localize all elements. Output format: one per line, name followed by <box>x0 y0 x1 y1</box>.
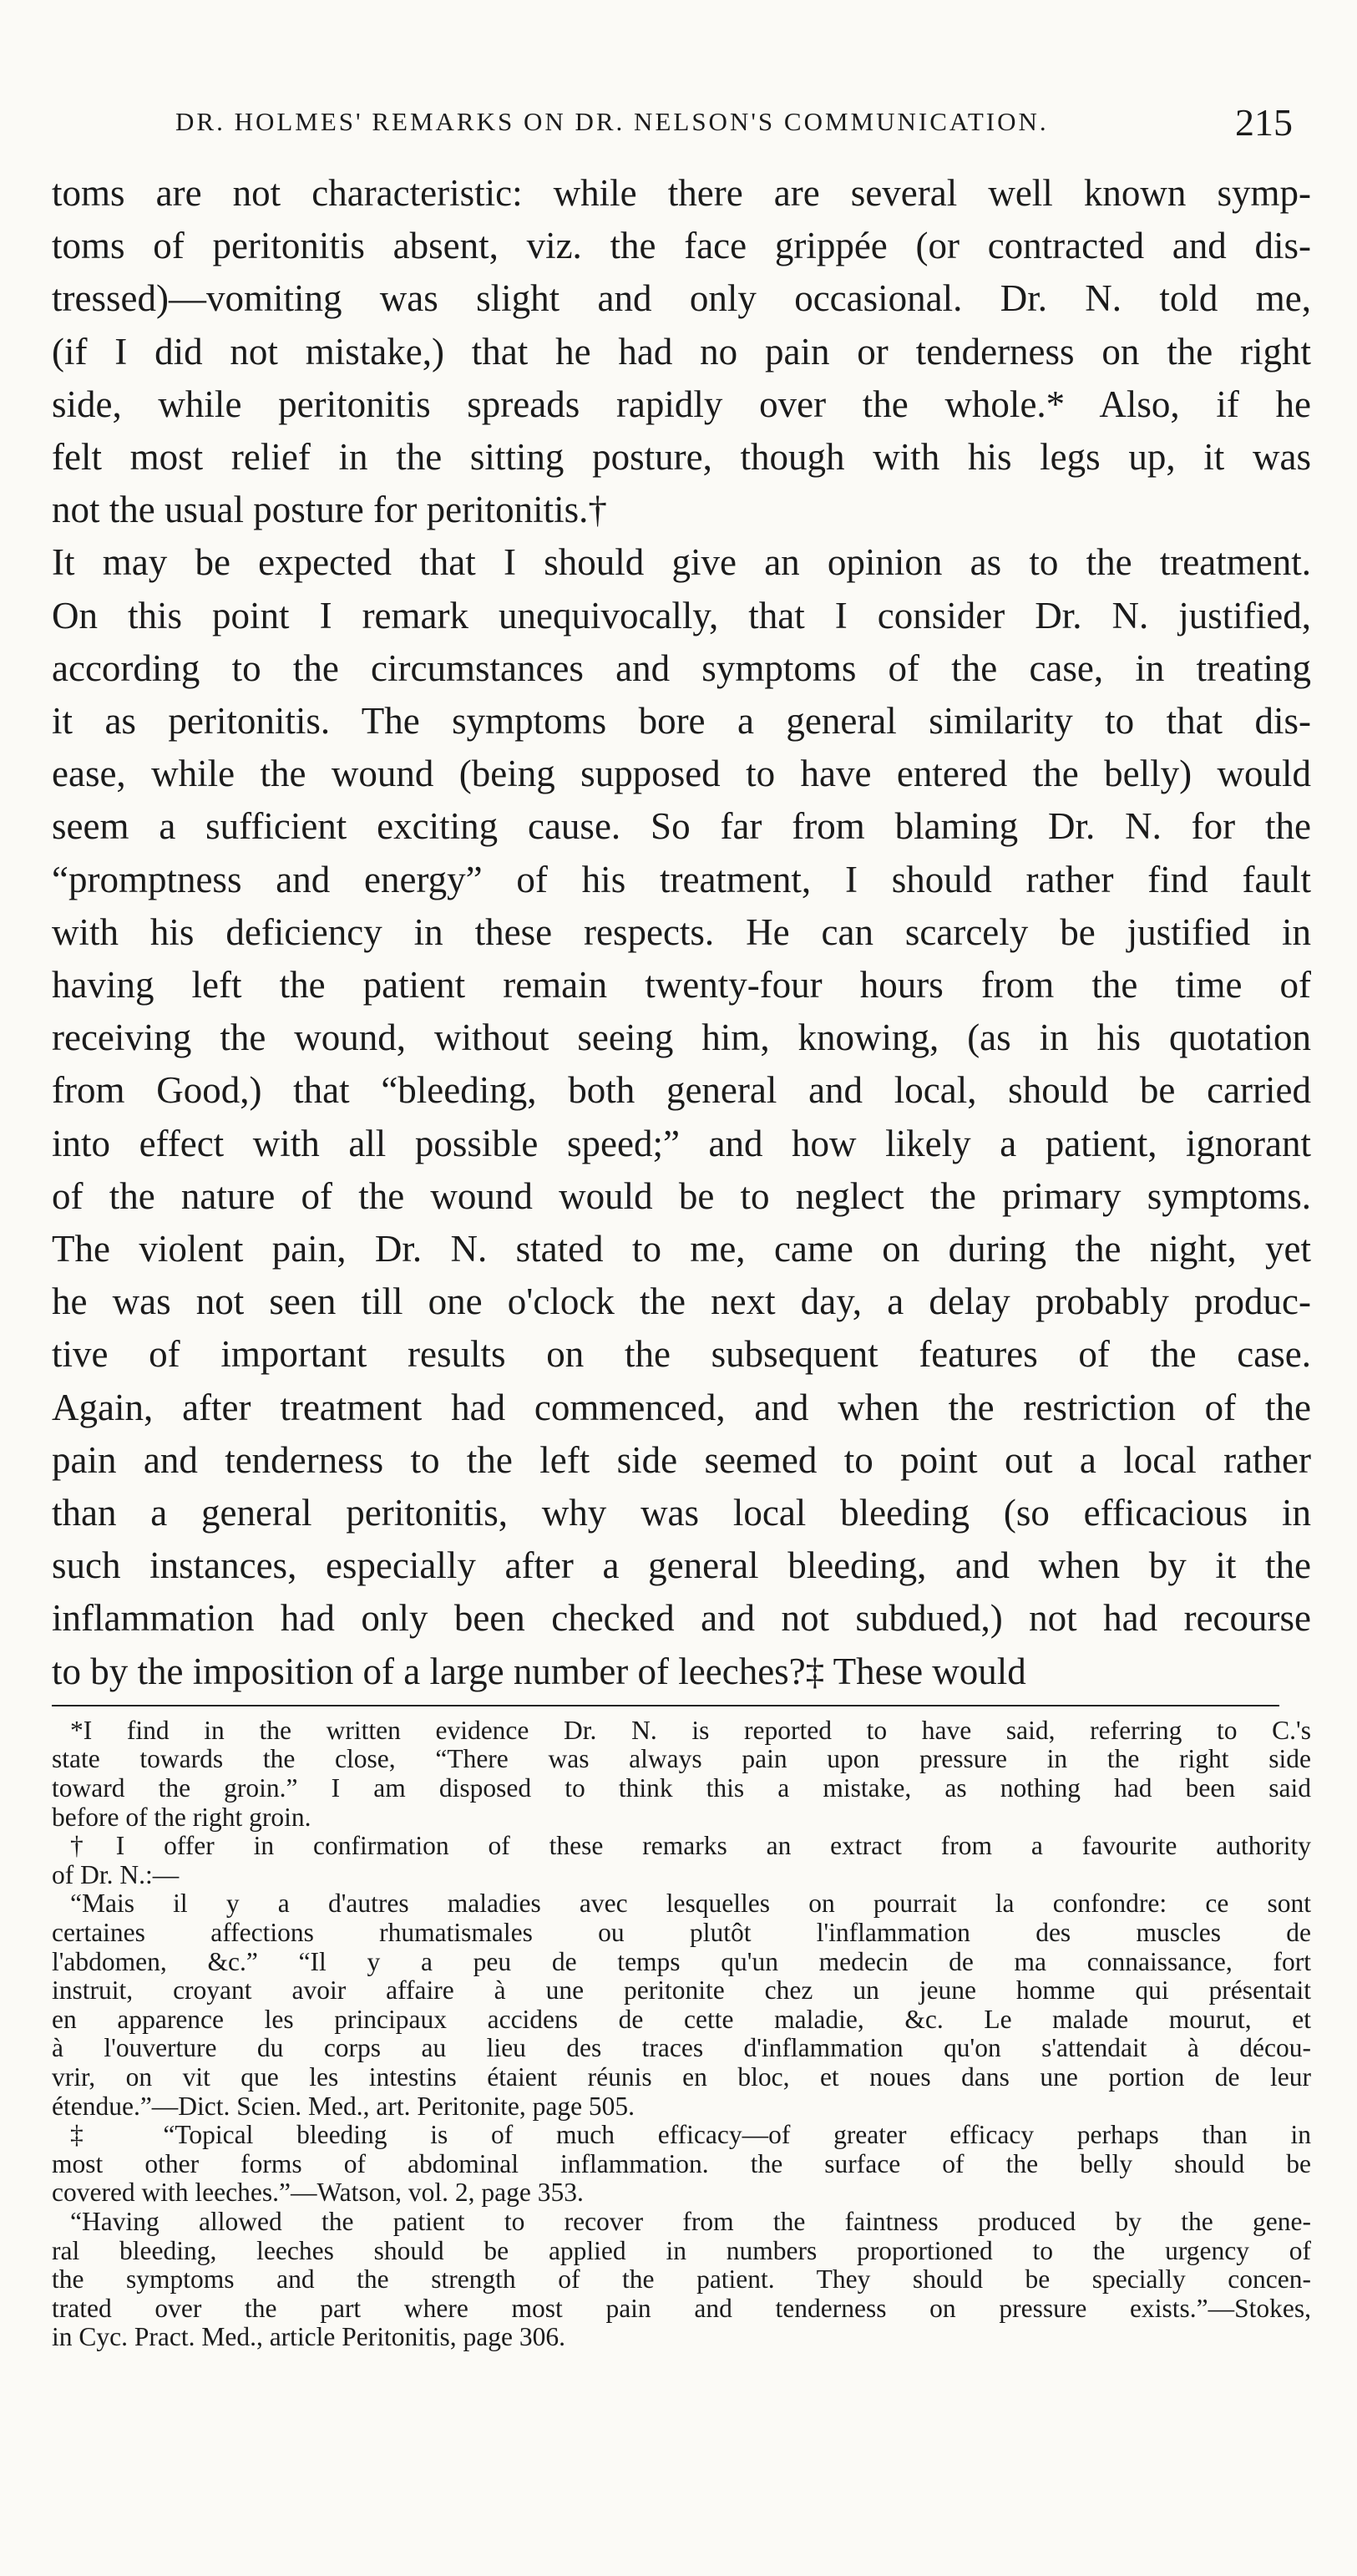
footnote-line: before of the right groin. <box>52 1802 311 1832</box>
body-line: tive of important results on the subsequent features of the case. <box>52 1333 1311 1376</box>
body-line: it as peritonitis. The symptoms bore a general similarity to that dis- <box>52 700 1311 743</box>
body-line: he was not seen till one o'clock the next day, a delay probably produc- <box>52 1280 1311 1323</box>
body-line: (if I did not mistake,) that he had no pain or tenderness on the right <box>52 330 1311 373</box>
footnote-line: the symptoms and the strength of the patient. They should be specially concen- <box>52 2264 1311 2295</box>
body-line: having left the patient remain twenty-four hours from the time of <box>52 964 1311 1007</box>
footnote-line: vrir, on vit que les intestins étaient réunis en bloc, et noues dans une portion de leur <box>52 2062 1311 2092</box>
body-line: inflammation had only been checked and not subdued,) not had recourse <box>52 1597 1311 1640</box>
body-line: “promptness and energy” of his treatment, I should rather find fault <box>52 858 1311 900</box>
footnote-line: state towards the close, “There was always pain upon pressure in the right side <box>52 1744 1311 1774</box>
page-number: 215 <box>1235 101 1293 144</box>
footnote-line: †I offer in confirmation of these remarks an extract from a favourite authority <box>70 1831 1311 1861</box>
body-line: pain and tenderness to the left side seemed to point out a local rather <box>52 1438 1311 1481</box>
footnote-line: l'abdomen, &c.” “Il y a peu de temps qu'un medecin de ma connaissance, fort <box>52 1946 1311 1976</box>
body-line: than a general peritonitis, why was local bleeding (so efficacious in <box>52 1492 1311 1534</box>
body-line: with his deficiency in these respects. He can scarcely be justified in <box>52 910 1311 953</box>
footnote-line: certaines affections rhumatismales ou plutôt l'inflammation des muscles de <box>52 1918 1311 1948</box>
body-line: It may be expected that I should give an opinion as to the treatment. <box>52 541 1311 584</box>
body-line: tressed)—vomiting was slight and only occasional. Dr. N. told me, <box>52 277 1311 320</box>
footnotes <box>52 1716 1311 2352</box>
body-line: felt most relief in the sitting posture, though with his legs up, it was <box>52 436 1311 479</box>
running-head <box>52 99 1311 149</box>
body-line: side, while peritonitis spreads rapidly over the whole.* Also, if he <box>52 383 1311 425</box>
footnote-line: ral bleeding, leeches should be applied in numbers proportioned to the urgency of <box>52 2235 1311 2265</box>
main-text <box>52 167 1311 1698</box>
body-line: ease, while the wound (being supposed to have entered the belly) would <box>52 753 1311 795</box>
body-line: Again, after treatment had commenced, and when the restriction of the <box>52 1386 1311 1428</box>
footnote-line: covered with leeches.”—Watson, vol. 2, page 353. <box>52 2178 584 2208</box>
body-line: of the nature of the wound would be to neglect the primary symptoms. <box>52 1174 1311 1217</box>
footnote-line: toward the groin.” I am disposed to think this a mistake, as nothing had been said <box>52 1773 1311 1803</box>
footnote-line: most other forms of abdominal inflammation. the surface of the belly should be <box>52 2148 1311 2178</box>
running-title: DR. HOLMES' REMARKS ON DR. NELSON'S COMMUNICATION. <box>175 107 1049 136</box>
body-line: not the usual posture for peritonitis.† <box>52 489 607 531</box>
body-line: according to the circumstances and symptoms of the case, in treating <box>52 647 1311 689</box>
footnote-line: en apparence les principaux accidens de cette maladie, &c. Le malade mourut, et <box>52 2004 1311 2034</box>
body-line: seem a sufficient exciting cause. So far from blaming Dr. N. for the <box>52 805 1311 848</box>
footnote-divider <box>52 1705 1279 1706</box>
body-line: toms of peritonitis absent, viz. the face grippée (or contracted and dis- <box>52 225 1311 267</box>
body-line: into effect with all possible speed;” and how likely a patient, ignorant <box>52 1122 1311 1164</box>
body-line: On this point I remark unequivocally, that I consider Dr. N. justified, <box>52 594 1311 636</box>
footnote-line: ‡ “Topical bleeding is of much efficacy—of greater efficacy perhaps than in <box>70 2120 1311 2150</box>
body-line: receiving the wound, without seeing him, knowing, (as in his quotation <box>52 1017 1311 1059</box>
body-line: toms are not characteristic: while there are several well known symp- <box>52 172 1311 214</box>
footnote-line: *I find in the written evidence Dr. N. is reported to have said, referring to C.'s <box>70 1715 1311 1745</box>
body-line: such instances, especially after a general bleeding, and when by it the <box>52 1544 1311 1587</box>
body-line: from Good,) that “bleeding, both general and local, should be carried <box>52 1069 1311 1112</box>
book-page <box>52 99 1311 2352</box>
footnote-line: “Having allowed the patient to recover from the faintness produced by the gene- <box>70 2206 1311 2236</box>
footnote-line: in Cyc. Pract. Med., article Peritonitis, page 306. <box>52 2322 565 2352</box>
footnote-line: trated over the part where most pain and tenderness on pressure exists.”—Stokes, <box>52 2293 1311 2323</box>
footnote-line: instruit, croyant avoir affaire à une peritonite chez un jeune homme qui présentait <box>52 1975 1311 2006</box>
footnote-line: étendue.”—Dict. Scien. Med., art. Peritonite, page 505. <box>52 2091 635 2121</box>
footnote-line: of Dr. N.:— <box>52 1859 180 1889</box>
body-line: The violent pain, Dr. N. stated to me, came on during the night, yet <box>52 1228 1311 1270</box>
footnote-line: “Mais il y a d'autres maladies avec lesquelles on pourrait la confondre: ce sont <box>70 1889 1311 1919</box>
footnote-line: à l'ouverture du corps au lieu des traces d'inflammation qu'on s'attendait à décou- <box>52 2033 1311 2063</box>
body-line: to by the imposition of a large number of leeches?‡ These would <box>52 1650 1026 1692</box>
